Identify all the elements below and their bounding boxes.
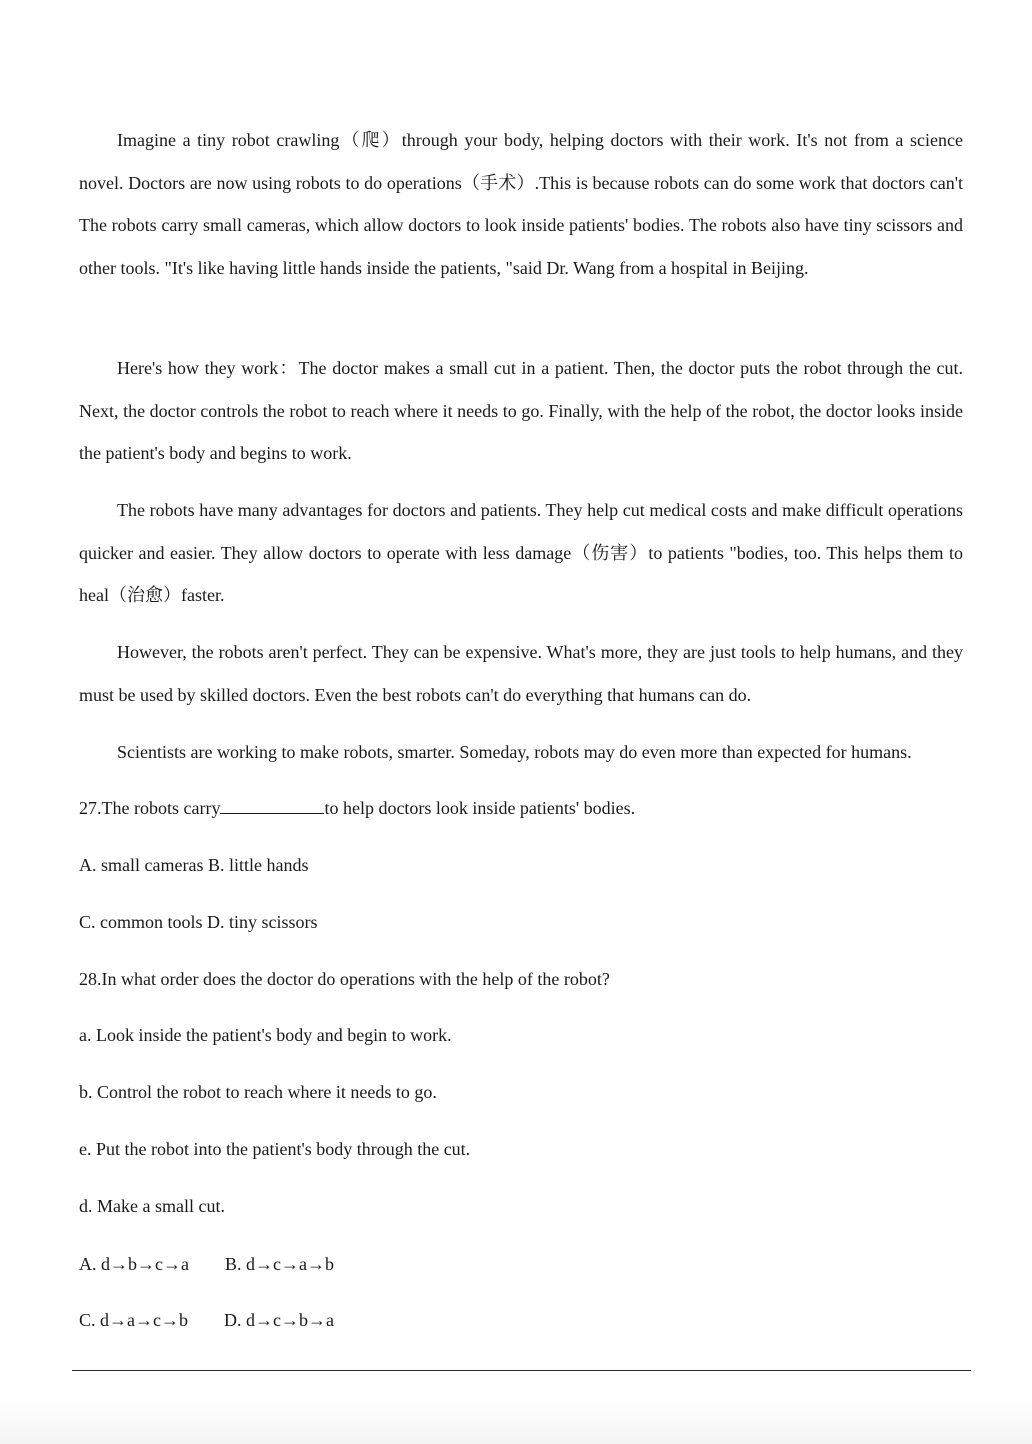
question-28-step-c: e. Put the robot into the patient's body through the cut. <box>79 1139 471 1159</box>
question-28-step-b: b. Control the robot to reach where it needs to go. <box>79 1082 437 1102</box>
question-27-options-line-2: C. common tools D. tiny scissors <box>79 912 318 932</box>
question-27-stem <box>79 796 635 820</box>
question-28-options-line-1 <box>79 1252 334 1276</box>
question-28-option-c: C. d→a→c→b <box>79 1310 188 1330</box>
question-28-options-line-2 <box>79 1308 334 1332</box>
passage-paragraph-5: Scientists are working to make robots, smarter. Someday, robots may do even more than expected for humans. <box>117 742 912 762</box>
answer-blank <box>220 797 324 814</box>
question-28-option-a: A. d→b→c→a <box>79 1254 189 1274</box>
question-27-stem-after: to help doctors look inside patients' bodies. <box>324 798 636 818</box>
page-bottom-shade <box>0 1398 1032 1444</box>
footer-divider <box>72 1370 971 1371</box>
passage-paragraph-4: However, the robots aren't perfect. They can be expensive. What's more, they are just tools to help humans, and they must be used by skilled doctors. Even the best robots can't do everything that humans can do. <box>79 642 963 705</box>
question-28-option-b: B. d→c→a→b <box>224 1254 334 1274</box>
question-28-step-a: a. Look inside the patient's body and begin to work. <box>79 1025 452 1045</box>
question-27-options-line-1: A. small cameras B. little hands <box>79 855 309 875</box>
passage-paragraph-3: The robots have many advantages for doctors and patients. They help cut medical costs and make difficult operations quicker and easier. They allow doctors to operate with less damage（伤害）to patients "bodies, too. This helps them to heal（治愈）faster. <box>79 500 963 605</box>
question-28-step-d: d. Make a small cut. <box>79 1196 225 1216</box>
question-28-stem: 28.In what order does the doctor do operations with the help of the robot? <box>79 969 610 989</box>
question-28-option-d: D. d→c→b→a <box>223 1310 334 1330</box>
question-27-stem-before: 27.The robots carry <box>79 798 221 818</box>
passage-paragraph-1: Imagine a tiny robot crawling（爬）through your body, helping doctors with their work. It's not from a science novel. Doctors are now using robots to do operations（手术）.This is because robots can do some work that doctors can't The robots carry small cameras, which allow doctors to look inside patients' bodies. The robots also have tiny scissors and other tools. "It's like having little hands inside the patients, "said Dr. Wang from a hospital in Beijing. <box>79 130 963 278</box>
passage-paragraph-2: Here's how they work：The doctor makes a small cut in a patient. Then, the doctor puts the robot through the cut. Next, the doctor controls the robot to reach where it needs to go. Finally, with the help of the robot, the doctor looks inside the patient's body and begins to work. <box>79 358 963 463</box>
